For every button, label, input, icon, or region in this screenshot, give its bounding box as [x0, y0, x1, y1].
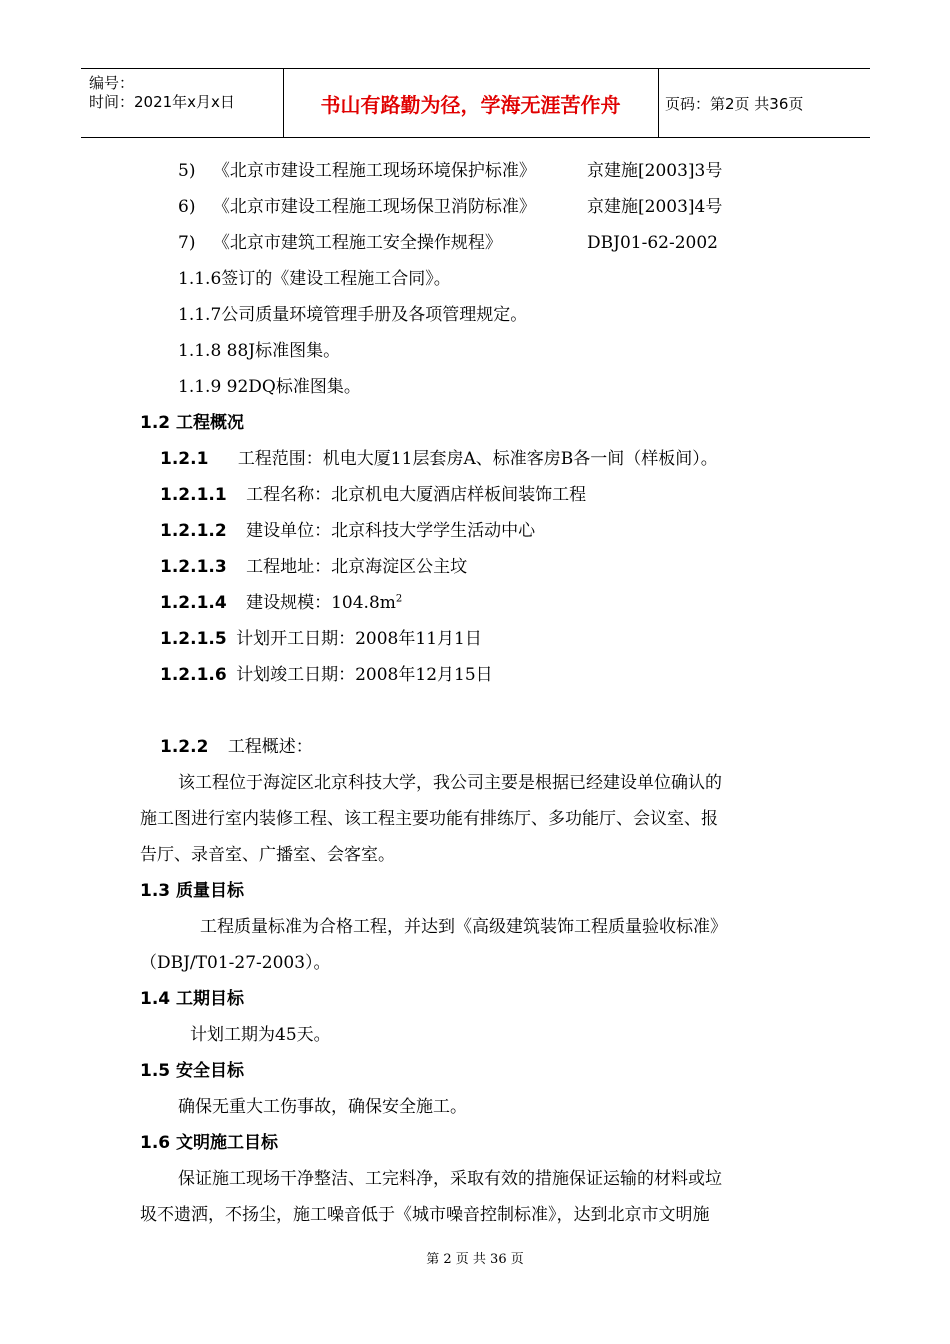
schedule-para: 计划工期为45天。	[190, 1025, 331, 1045]
safety-para: 确保无重大工伤事故，确保安全施工。	[178, 1097, 467, 1117]
header-motto: 书山有路勤为径，学海无涯苦作舟	[320, 92, 621, 117]
civilized-para-line-1: 保证施工现场干净整洁、工完料净，采取有效的措施保证运输的材料或垃	[178, 1169, 722, 1189]
item-1-2-1-1-text: 工程名称：北京机电大厦酒店样板间装饰工程	[246, 485, 587, 505]
section-1-2-heading: 1.2 工程概况	[140, 413, 245, 433]
item-1-2-1-5-text: 计划开工日期：2008年11月1日	[236, 629, 482, 649]
item-1-2-1-5-num: 1.2.1.5	[160, 629, 227, 649]
ref-7-code: DBJ01-62-2002	[587, 233, 718, 253]
item-1-2-2-num: 1.2.2	[160, 737, 209, 757]
item-1-2-1-3	[160, 556, 467, 578]
overview-para-line-1: 该工程位于海淀区北京科技大学，我公司主要是根据已经建设单位确认的	[178, 773, 722, 793]
header-date-label: 时间：2021年x月x日	[89, 93, 235, 111]
ref-5-num: 5)	[178, 161, 196, 181]
item-1-2-1-1-num: 1.2.1.1	[160, 485, 227, 505]
ref-1-1-9: 1.1.9 92DQ标准图集。	[178, 377, 361, 397]
item-1-2-2-text: 工程概述：	[227, 737, 313, 757]
ref-5-title: 《北京市建设工程施工现场环境保护标准》	[212, 161, 536, 181]
header-motto-cell	[283, 69, 659, 137]
ref-6-title: 《北京市建设工程施工现场保卫消防标准》	[212, 197, 536, 217]
item-1-2-1	[160, 448, 718, 470]
overview-para-line-2: 施工图进行室内装修工程、该工程主要功能有排练厅、多功能厅、会议室、报	[140, 809, 718, 829]
ref-1-1-7: 1.1.7公司质量环境管理手册及各项管理规定。	[178, 305, 528, 325]
item-1-2-1-2-text: 建设单位：北京科技大学学生活动中心	[246, 521, 536, 541]
section-1-4-heading: 1.4 工期目标	[140, 989, 245, 1009]
item-1-2-2	[160, 736, 313, 758]
item-1-2-1-2	[160, 520, 535, 542]
item-1-2-1-4-text: 建设规模：104.8m	[246, 593, 396, 613]
section-1-5-heading: 1.5 安全目标	[140, 1061, 245, 1081]
ref-6	[178, 196, 723, 218]
quality-para-line-2: （DBJ/T01-27-2003）。	[140, 953, 331, 973]
ref-7	[178, 232, 718, 254]
ref-6-num: 6)	[178, 197, 196, 217]
item-1-2-1-num: 1.2.1	[160, 449, 209, 469]
section-1-6-heading: 1.6 文明施工目标	[140, 1133, 279, 1153]
item-1-2-1-6-text: 计划竣工日期：2008年12月15日	[236, 665, 493, 685]
civilized-para-line-2: 圾不遗洒，不扬尘，施工噪音低于《城市噪音控制标准》，达到北京市文明施	[140, 1205, 710, 1225]
header-number-label: 编号：	[89, 74, 135, 92]
header-page-cell	[659, 69, 870, 137]
page-header	[81, 68, 870, 138]
overview-para-line-3: 告厅、录音室、广播室、会客室。	[140, 845, 395, 865]
ref-1-1-6: 1.1.6签订的《建设工程施工合同》。	[178, 269, 451, 289]
ref-7-num: 7)	[178, 233, 196, 253]
item-1-2-1-6-num: 1.2.1.6	[160, 665, 227, 685]
item-1-2-1-4	[160, 592, 402, 614]
item-1-2-1-4-superscript: 2	[395, 593, 403, 605]
item-1-2-1-1	[160, 484, 586, 506]
ref-6-code: 京建施[2003]4号	[587, 197, 723, 217]
item-1-2-1-3-text: 工程地址：北京海淀区公主坟	[246, 557, 468, 577]
item-1-2-1-text: 工程范围：机电大厦11层套房A、标准客房B各一间（样板间）。	[237, 449, 718, 469]
ref-7-title: 《北京市建筑工程施工安全操作规程》	[212, 233, 502, 253]
item-1-2-1-6	[160, 664, 493, 686]
section-1-3-heading: 1.3 质量目标	[140, 881, 245, 901]
ref-5	[178, 160, 723, 182]
item-1-2-1-3-num: 1.2.1.3	[160, 557, 227, 577]
page-footer: 第 2 页 共 36 页	[426, 1252, 524, 1267]
item-1-2-1-5	[160, 628, 482, 650]
quality-para-line-1: 工程质量标准为合格工程，并达到《高级建筑装饰工程质量验收标准》	[200, 917, 727, 937]
item-1-2-1-4-num: 1.2.1.4	[160, 593, 227, 613]
item-1-2-1-2-num: 1.2.1.2	[160, 521, 227, 541]
header-meta	[81, 69, 284, 137]
header-page-code: 页码：第2页 共36页	[665, 94, 804, 113]
ref-1-1-8: 1.1.8 88J标准图集。	[178, 341, 341, 361]
ref-5-code: 京建施[2003]3号	[587, 161, 723, 181]
